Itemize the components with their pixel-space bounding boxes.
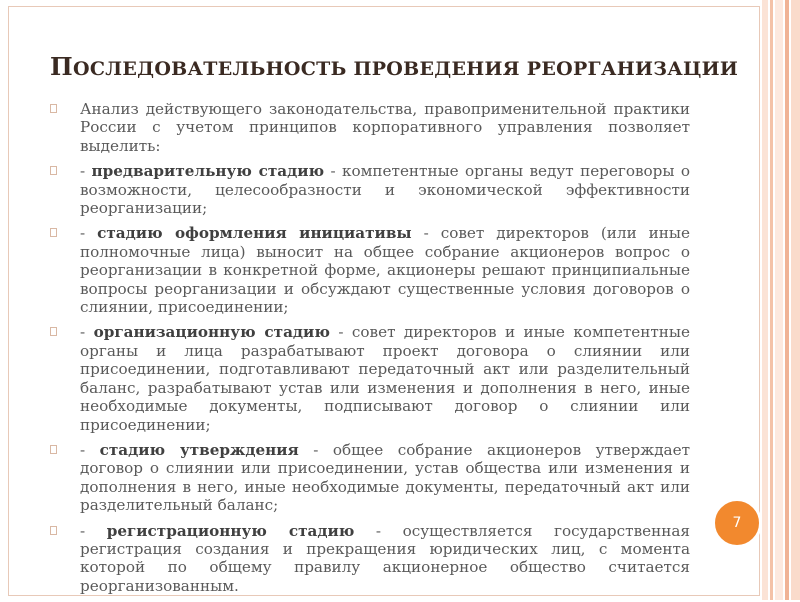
list-item <box>50 100 690 155</box>
item-text: - осуществляется государственная регистрация создания и прекращения юридических лиц, с момента которой по общему правилу акционерное общество считается реорганизованным. <box>80 521 690 595</box>
list-item <box>50 162 690 217</box>
slide-title <box>50 52 738 81</box>
bullet-list <box>50 100 690 602</box>
stripe <box>785 0 789 600</box>
item-term: организационную стадию <box>93 323 330 342</box>
stripe <box>762 0 768 600</box>
title-rest: ОСЛЕДОВАТЕЛЬНОСТЬ ПРОВЕДЕНИЯ РЕОРГАНИЗАЦИИ <box>72 58 739 80</box>
decorative-stripes <box>762 0 800 600</box>
item-term: стадию оформления инициативы <box>97 224 412 243</box>
item-term: стадию утверждения <box>99 440 299 459</box>
bullet-icon <box>50 104 57 113</box>
item-term: предварительную стадию <box>91 162 325 181</box>
list-item <box>50 224 690 316</box>
item-text: - общее собрание акционеров утверждает договор о слиянии или присоединении, устав общества или изменения и дополнения в него, иные необходимые документы, передаточный акт или разделительный баланс; <box>80 440 690 515</box>
page-number-badge: 7 <box>712 498 762 548</box>
bullet-icon <box>50 445 57 454</box>
bullet-icon <box>50 327 57 336</box>
item-text: - совет директоров (или иные полномочные лица) выносит на общее собрание акционеров вопрос о реорганизации в конкретной форме, акционеры решают принципиальные вопросы реорганизации и обсуждают существенные условия договоров о слиянии, присоединении; <box>80 224 690 317</box>
title-first-letter: П <box>50 52 73 81</box>
list-item <box>50 323 690 433</box>
item-prefix: - <box>80 323 94 342</box>
bullet-icon <box>50 526 57 535</box>
bullet-icon <box>50 228 57 237</box>
item-text: - совет директоров и иные компетентные органы и лица разрабатывают проект договора о слиянии или присоединении, подготавливают передаточный акт или разделительный баланс, разрабатывают устав или изменения и дополнения в него, иные необходимые документы, подписывают договор о слиянии или присоединении; <box>80 323 690 434</box>
stripe <box>770 0 773 600</box>
bullet-icon <box>50 166 57 175</box>
item-term: регистрационную стадию <box>106 521 355 540</box>
item-prefix: - <box>80 440 100 459</box>
item-text: - компетентные органы ведут переговоры о возможности, целесообразности и экономической эффективности реорганизации; <box>80 162 691 218</box>
list-item <box>50 441 690 515</box>
stripe <box>775 0 783 600</box>
item-text: Анализ действующего законодательства, правоприменительной практики России с учетом принципов корпоративного управления позволяет выделить: <box>80 100 690 155</box>
list-item <box>50 522 690 596</box>
item-prefix: - <box>80 224 98 243</box>
item-prefix: - <box>80 162 92 181</box>
item-prefix: - <box>80 521 107 540</box>
stripe <box>791 0 800 600</box>
